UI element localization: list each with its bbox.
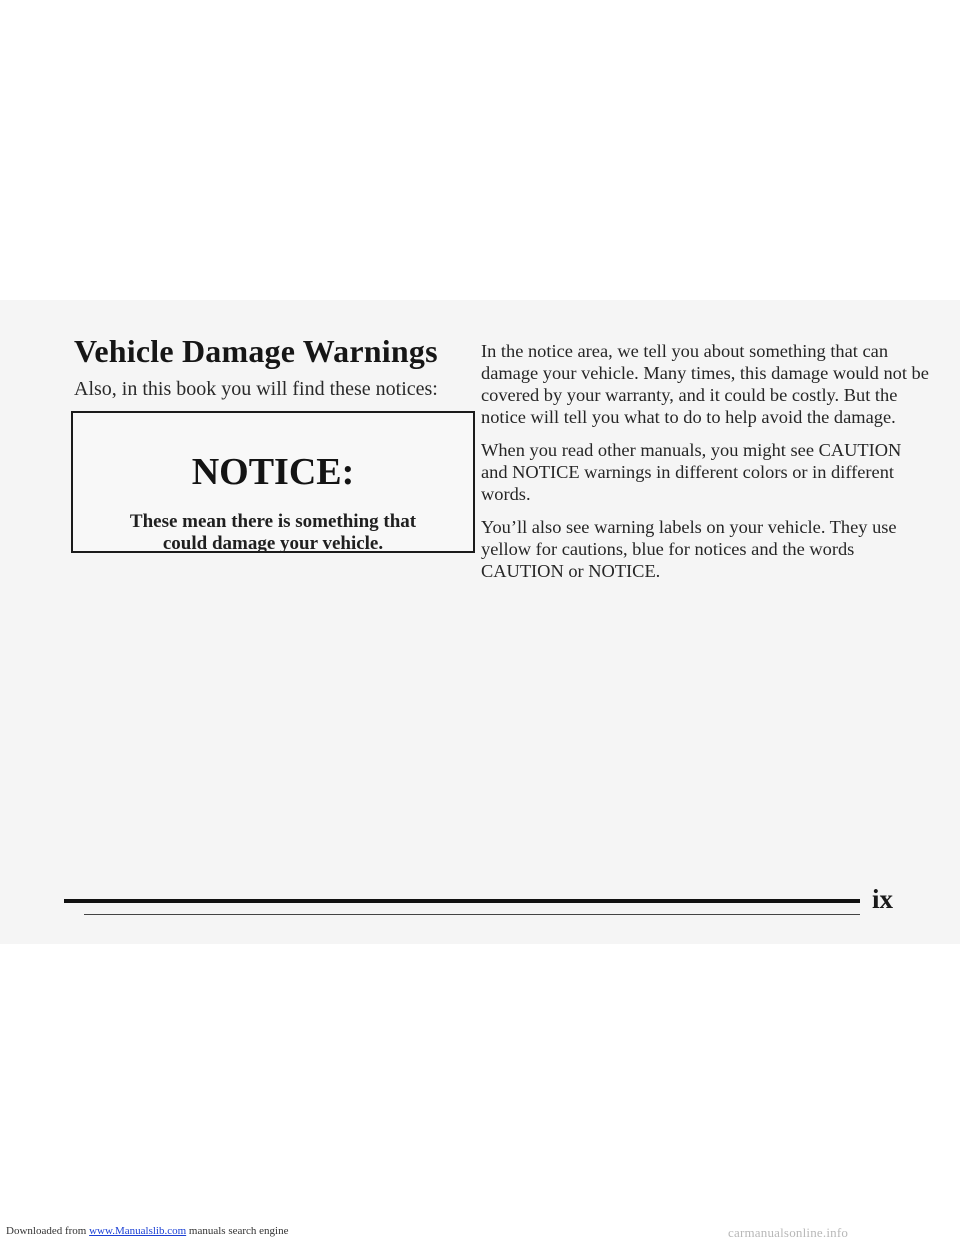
footer-rule xyxy=(64,899,860,903)
intro-text: Also, in this book you will find these notices: xyxy=(74,378,438,400)
paragraph-other-manuals: When you read other manuals, you might see CAUTION and NOTICE warnings in different colors or in different words. xyxy=(481,440,902,504)
site-watermark: carmanualsonline.info xyxy=(728,1225,849,1240)
paragraph-warning-labels: You’ll also see warning labels on your vehicle. They use yellow for cautions, blue for notices and the words CAUTION or NOTICE. xyxy=(481,517,897,581)
download-prefix: Downloaded from xyxy=(6,1225,87,1237)
manualslib-link[interactable]: www.Manualslib.com xyxy=(89,1225,187,1237)
notice-box xyxy=(71,411,475,553)
download-suffix: manuals search engine xyxy=(188,1225,289,1237)
download-source xyxy=(6,1225,288,1237)
notice-description: These mean there is something that could damage your vehicle. xyxy=(129,511,417,554)
footer-rule-thin xyxy=(84,914,860,915)
bottom-margin xyxy=(0,944,960,1242)
paragraph-notice-area: In the notice area, we tell you about something that can damage your vehicle. Many times, this damage would not be covered by your warranty, and it could be costly. But the notice will tell you what to do to help avoid the damage. xyxy=(481,341,929,427)
right-column xyxy=(481,340,931,593)
page-title: Vehicle Damage Warnings xyxy=(74,333,438,369)
page-number: ix xyxy=(872,884,894,914)
notice-heading: NOTICE: xyxy=(191,451,355,493)
top-margin xyxy=(0,0,960,300)
